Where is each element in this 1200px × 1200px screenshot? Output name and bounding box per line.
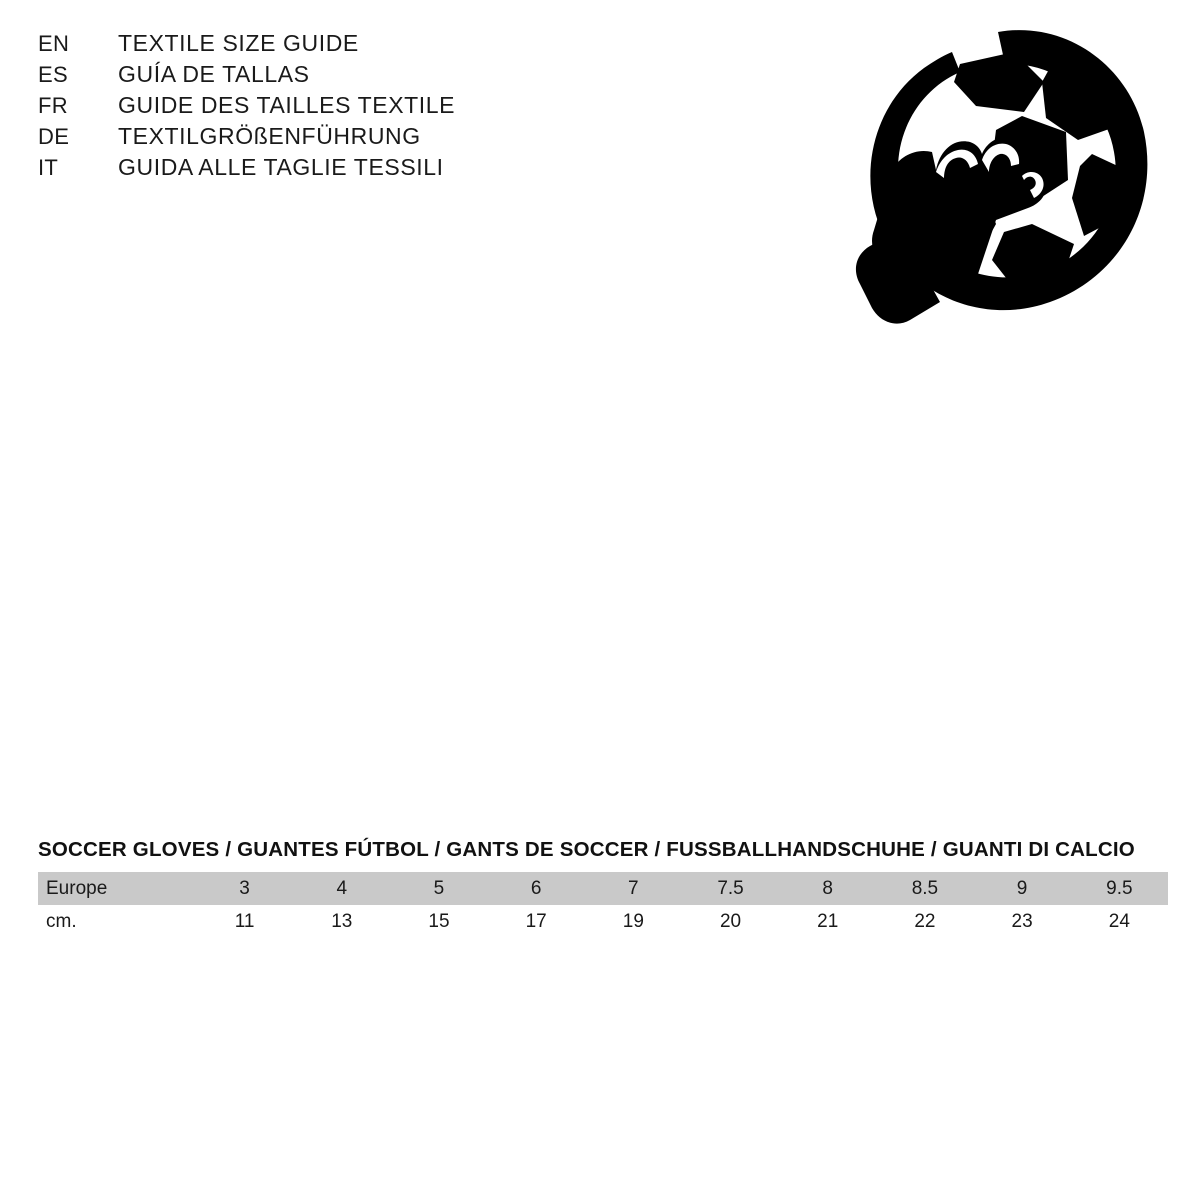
table-cell: 6 [530, 877, 542, 899]
table-cell: 7.5 [717, 877, 744, 899]
table-cell: 21 [817, 910, 839, 932]
table-cell: 3 [239, 877, 250, 899]
language-code: DE [38, 124, 70, 149]
language-code: IT [38, 155, 59, 180]
language-title: GUIDE DES TAILLES TEXTILE [118, 92, 456, 118]
table-cell: 5 [433, 877, 445, 899]
table-cell: 4 [336, 877, 348, 899]
size-table [38, 872, 1168, 938]
language-code: ES [38, 62, 68, 87]
table-cell: 8.5 [911, 877, 939, 899]
table-cell: 13 [331, 910, 353, 932]
language-title: GUÍA DE TALLAS [118, 61, 310, 87]
language-title: GUIDA ALLE TAGLIE TESSILI [118, 154, 444, 180]
language-code: EN [38, 31, 70, 56]
soccer-glove-and-ball-icon [800, 20, 1160, 380]
language-row-en [38, 30, 455, 61]
table-cell: 9.5 [1106, 877, 1133, 899]
table-cell: 11 [234, 910, 255, 932]
table-cell: 23 [1011, 910, 1033, 932]
table-row [38, 905, 1168, 938]
language-row-it [38, 154, 455, 185]
language-row-fr [38, 92, 455, 123]
language-title: TEXTILGRÖßENFÜHRUNG [118, 123, 421, 149]
table-cell: 8 [822, 877, 833, 899]
row-label: Europe [46, 877, 108, 899]
table-cell: 24 [1108, 910, 1130, 932]
language-title: TEXTILE SIZE GUIDE [118, 30, 359, 56]
row-label: cm. [46, 910, 77, 932]
table-row [38, 872, 1168, 905]
table-cell: 17 [525, 910, 547, 932]
language-row-es [38, 61, 455, 92]
table-cell: 7 [628, 877, 639, 899]
language-code: FR [38, 93, 68, 118]
size-chart [38, 838, 1168, 938]
table-cell: 19 [622, 910, 644, 932]
table-cell: 15 [428, 910, 450, 932]
table-cell: 20 [719, 910, 742, 932]
language-row-de [38, 123, 455, 154]
table-cell: 22 [914, 910, 936, 932]
table-cell: 9 [1016, 877, 1028, 899]
language-title-list [38, 30, 455, 185]
size-chart-title: SOCCER GLOVES / GUANTES FÚTBOL / GANTS DE SOCCER / FUSSBALLHANDSCHUHE / GUANTI DI CALCIO [38, 838, 1135, 861]
